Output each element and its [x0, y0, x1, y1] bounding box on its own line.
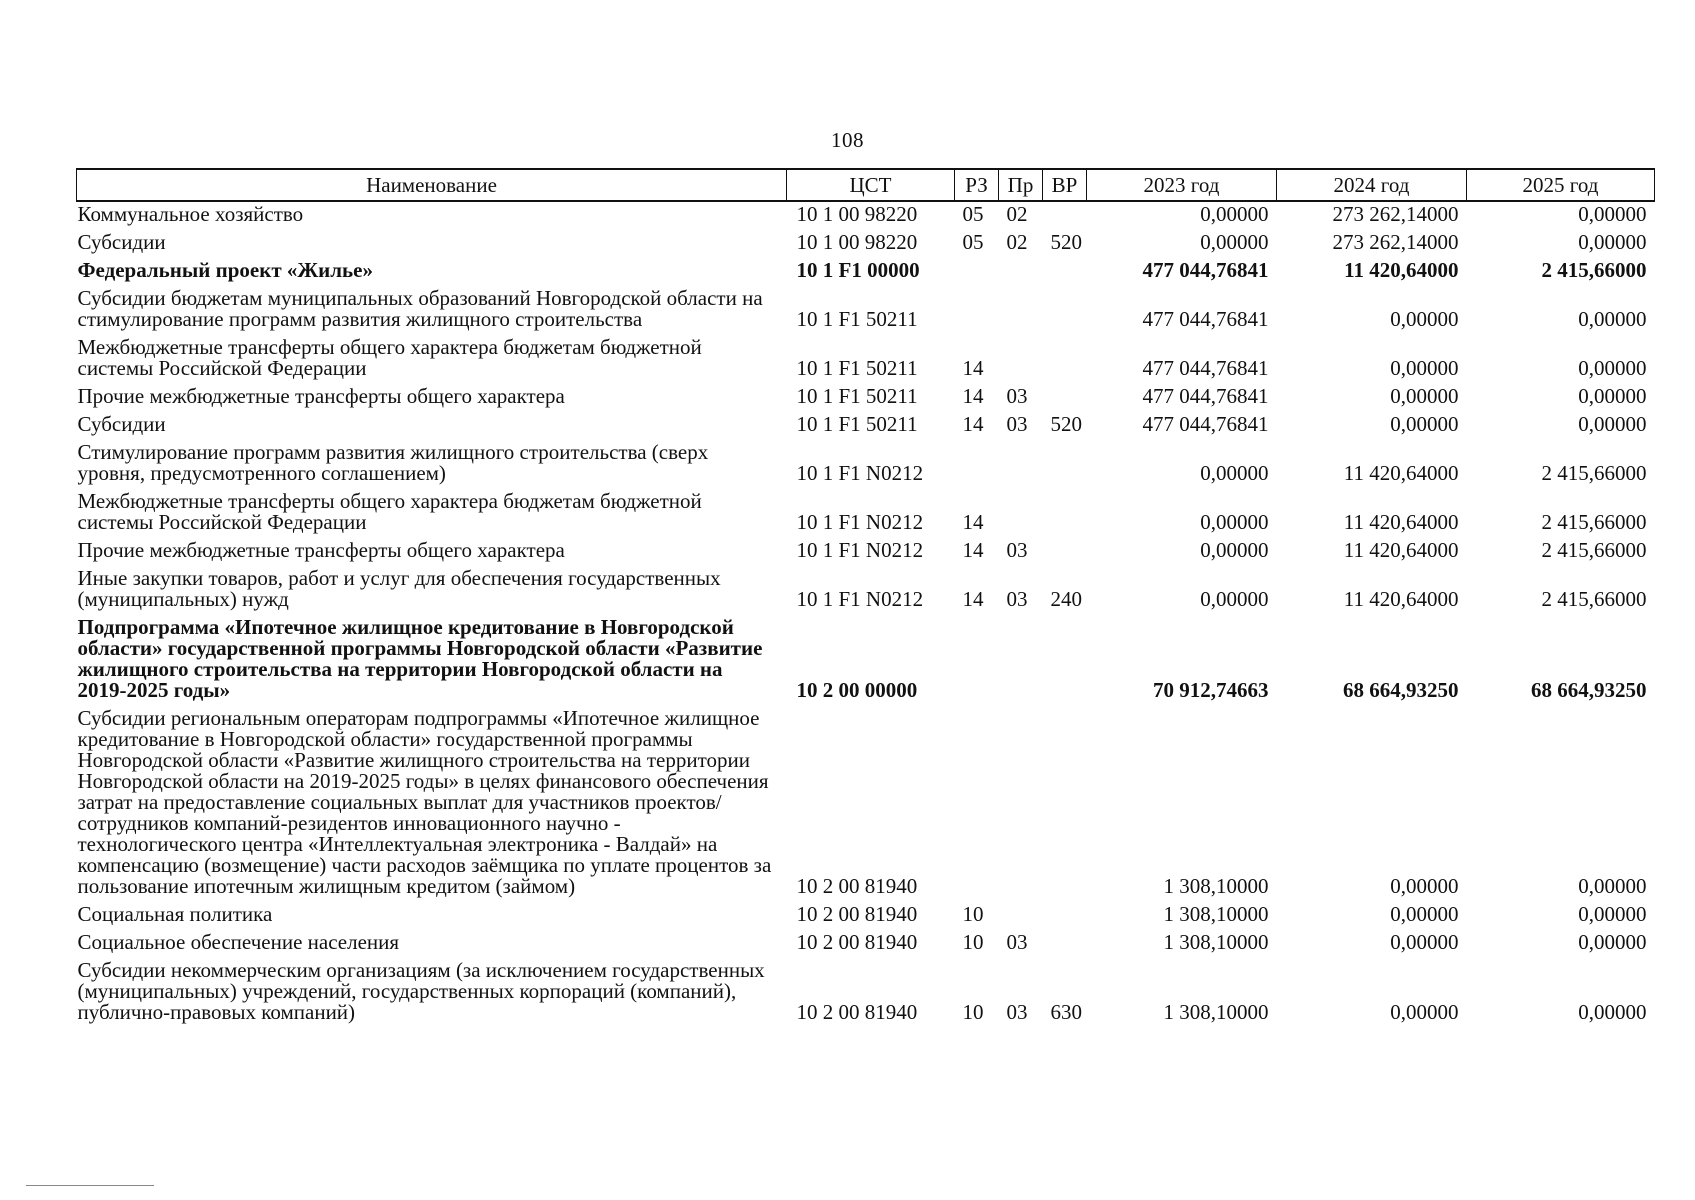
header-rz: РЗ	[955, 169, 999, 201]
cell-pr	[999, 286, 1043, 335]
table-row	[77, 902, 1655, 930]
cell-2025: 2 415,66000	[1541, 258, 1647, 282]
cell-pr	[999, 902, 1043, 930]
cell-cst: 10 1 F1 00000	[796, 258, 920, 282]
cell-2023: 477 044,76841	[1142, 258, 1269, 282]
cell-pr: 03	[1006, 412, 1028, 436]
cell-rz	[955, 258, 999, 286]
cell-2023: 1 308,10000	[1163, 902, 1269, 926]
cell-cst: 10 1 F1 N0212	[796, 510, 924, 534]
header-vr: ВР	[1043, 169, 1087, 201]
cell-vr: 240	[1050, 587, 1082, 611]
cell-vr	[1043, 706, 1087, 902]
cell-name: Федеральный проект «Жилье»	[77, 258, 373, 282]
header-pr: Пр	[999, 169, 1043, 201]
cell-rz: 14	[962, 356, 984, 380]
table-row	[77, 489, 1655, 538]
cell-2025: 0,00000	[1578, 356, 1647, 380]
cell-vr	[1043, 930, 1087, 958]
cell-pr: 03	[1006, 1000, 1028, 1024]
table-row	[77, 230, 1655, 258]
cell-2023: 477 044,76841	[1142, 356, 1269, 380]
cell-2024: 0,00000	[1390, 384, 1459, 408]
cell-cst: 10 1 F1 N0212	[796, 538, 924, 562]
header-2025: 2025 год	[1467, 169, 1655, 201]
cell-2025: 0,00000	[1578, 230, 1647, 254]
cell-pr	[999, 615, 1043, 706]
cell-name: Прочие межбюджетные трансферты общего характера	[77, 384, 565, 408]
cell-pr: 03	[1006, 538, 1028, 562]
cell-vr: 520	[1050, 412, 1082, 436]
cell-2023: 477 044,76841	[1142, 412, 1269, 436]
cell-name: Социальная политика	[77, 902, 273, 926]
cell-rz: 14	[962, 587, 984, 611]
cell-rz: 05	[962, 202, 984, 226]
cell-2023: 1 308,10000	[1163, 930, 1269, 954]
cell-2024: 273 262,14000	[1332, 202, 1459, 226]
cell-name: Субсидии	[77, 412, 166, 436]
cell-vr	[1043, 902, 1087, 930]
table-row	[77, 930, 1655, 958]
cell-2025: 2 415,66000	[1541, 510, 1647, 534]
cell-vr	[1043, 615, 1087, 706]
cell-rz: 05	[962, 230, 984, 254]
table-row	[77, 384, 1655, 412]
cell-name: Субсидии региональным операторам подпрограммы «Ипотечное жилищное кредитование в Новгородской области» государственной программы Новгородской области «Развитие жилищного строительства на территории Новгородской области на 2019-2025 годы» в целях финансового обеспечения затрат на предоставление социальных выплат для участников проектов/сотрудников компаний-резидентов инновационного научно - технологического центра «Интеллектуальная электроника - Валдай» на компенсацию (возмещение) части расходов заёмщика по уплате процентов за пользование ипотечным жилищным кредитом (займом)	[77, 706, 772, 898]
cell-pr	[999, 335, 1043, 384]
table-row	[77, 706, 1655, 902]
cell-vr	[1043, 286, 1087, 335]
cell-2024: 11 420,64000	[1343, 587, 1459, 611]
cell-cst: 10 2 00 00000	[796, 678, 918, 702]
cell-name: Межбюджетные трансферты общего характера бюджетам бюджетной системы Российской Федерации	[77, 335, 702, 380]
table-row	[77, 615, 1655, 706]
cell-cst: 10 2 00 81940	[796, 930, 918, 954]
cell-name: Прочие межбюджетные трансферты общего характера	[77, 538, 565, 562]
cell-cst: 10 1 00 98220	[796, 230, 918, 254]
cell-pr: 03	[1006, 384, 1028, 408]
cell-rz: 14	[962, 412, 984, 436]
cell-2023: 0,00000	[1200, 587, 1269, 611]
cell-cst: 10 1 F1 50211	[796, 307, 918, 331]
cell-rz: 14	[962, 384, 984, 408]
cell-name: Субсидии	[77, 230, 166, 254]
header-name: Наименование	[77, 169, 787, 201]
cell-2023: 0,00000	[1200, 461, 1269, 485]
table-header	[77, 169, 1655, 201]
table-body	[77, 201, 1655, 1028]
cell-2023: 477 044,76841	[1142, 384, 1269, 408]
cell-vr: 520	[1050, 230, 1082, 254]
cell-name: Подпрограмма «Ипотечное жилищное кредитование в Новгородской области» государственной программы Новгородской области «Развитие жилищного строительства на территории Новгородской области на 2019-2025 годы»	[77, 615, 763, 702]
cell-2024: 11 420,64000	[1343, 510, 1459, 534]
cell-cst: 10 1 F1 N0212	[796, 587, 924, 611]
cell-pr	[999, 706, 1043, 902]
cell-rz	[955, 286, 999, 335]
table-row	[77, 286, 1655, 335]
header-2023: 2023 год	[1087, 169, 1277, 201]
table-row	[77, 335, 1655, 384]
table-row	[77, 566, 1655, 615]
cell-2024: 0,00000	[1390, 356, 1459, 380]
table-row	[77, 538, 1655, 566]
cell-name: Межбюджетные трансферты общего характера бюджетам бюджетной системы Российской Федерации	[77, 489, 702, 534]
cell-vr	[1043, 440, 1087, 489]
cell-2024: 0,00000	[1390, 930, 1459, 954]
cell-2025: 2 415,66000	[1541, 587, 1647, 611]
cell-2025: 2 415,66000	[1541, 538, 1647, 562]
cell-2023: 0,00000	[1200, 538, 1269, 562]
cell-2023: 1 308,10000	[1163, 874, 1269, 898]
cell-name: Коммунальное хозяйство	[77, 202, 304, 226]
table-row	[77, 440, 1655, 489]
cell-pr	[999, 258, 1043, 286]
cell-rz	[955, 706, 999, 902]
cell-2025: 0,00000	[1578, 874, 1647, 898]
cell-2025: 68 664,93250	[1531, 678, 1647, 702]
cell-2024: 0,00000	[1390, 902, 1459, 926]
cell-2024: 11 420,64000	[1343, 538, 1459, 562]
cell-pr: 02	[1006, 202, 1028, 226]
cell-vr	[1043, 538, 1087, 566]
cell-rz	[955, 615, 999, 706]
cell-rz: 10	[962, 902, 984, 926]
cell-2025: 0,00000	[1578, 412, 1647, 436]
table-row	[77, 958, 1655, 1028]
cell-cst: 10 2 00 81940	[796, 1000, 918, 1024]
cell-2025: 0,00000	[1578, 384, 1647, 408]
cell-pr	[999, 440, 1043, 489]
cell-2024: 11 420,64000	[1343, 461, 1459, 485]
cell-2023: 0,00000	[1200, 510, 1269, 534]
cell-vr: 630	[1050, 1000, 1082, 1024]
cell-2024: 11 420,64000	[1344, 258, 1459, 282]
cell-2025: 0,00000	[1578, 1000, 1647, 1024]
page-number: 108	[831, 128, 864, 152]
header-cst: ЦСТ	[787, 169, 955, 201]
cell-2023: 0,00000	[1200, 202, 1269, 226]
cell-name: Стимулирование программ развития жилищного строительства (сверх уровня, предусмотренного соглашением)	[77, 440, 709, 485]
cell-vr	[1043, 489, 1087, 538]
cell-pr	[999, 489, 1043, 538]
cell-2025: 0,00000	[1578, 902, 1647, 926]
cell-rz	[955, 440, 999, 489]
scan-margin-line	[26, 1185, 154, 1186]
cell-2024: 0,00000	[1390, 1000, 1459, 1024]
cell-2024: 0,00000	[1390, 412, 1459, 436]
cell-rz: 10	[962, 1000, 984, 1024]
table-row	[77, 258, 1655, 286]
budget-table	[76, 168, 1655, 1028]
cell-rz: 10	[962, 930, 984, 954]
cell-2024: 0,00000	[1390, 307, 1459, 331]
cell-pr: 03	[1006, 930, 1028, 954]
cell-vr	[1043, 384, 1087, 412]
cell-2023: 1 308,10000	[1163, 1000, 1269, 1024]
cell-cst: 10 1 F1 50211	[796, 356, 918, 380]
cell-2024: 68 664,93250	[1343, 678, 1459, 702]
cell-cst: 10 2 00 81940	[796, 902, 918, 926]
header-2024: 2024 год	[1277, 169, 1467, 201]
cell-cst: 10 1 F1 50211	[796, 384, 918, 408]
cell-pr: 02	[1006, 230, 1028, 254]
cell-vr	[1043, 201, 1087, 230]
table-row	[77, 201, 1655, 230]
cell-cst: 10 1 F1 50211	[796, 412, 918, 436]
cell-2023: 70 912,74663	[1153, 678, 1269, 702]
cell-vr	[1043, 258, 1087, 286]
cell-2023: 0,00000	[1200, 230, 1269, 254]
cell-2025: 0,00000	[1578, 930, 1647, 954]
cell-2025: 0,00000	[1578, 202, 1647, 226]
cell-pr: 03	[1006, 587, 1028, 611]
cell-name: Субсидии некоммерческим организациям (за исключением государственных (муниципальных) учреждений, государственных корпораций (компаний), публично-правовых компаний)	[77, 958, 765, 1024]
cell-2025: 2 415,66000	[1541, 461, 1647, 485]
table-row	[77, 412, 1655, 440]
cell-2025: 0,00000	[1578, 307, 1647, 331]
cell-cst: 10 2 00 81940	[796, 874, 918, 898]
cell-vr	[1043, 335, 1087, 384]
cell-name: Социальное обеспечение населения	[77, 930, 400, 954]
cell-2023: 477 044,76841	[1142, 307, 1269, 331]
cell-rz: 14	[962, 510, 984, 534]
cell-2024: 273 262,14000	[1332, 230, 1459, 254]
cell-cst: 10 1 00 98220	[796, 202, 918, 226]
cell-name: Субсидии бюджетам муниципальных образований Новгородской области на стимулирование программ развития жилищного строительства	[77, 286, 763, 331]
cell-2024: 0,00000	[1390, 874, 1459, 898]
cell-cst: 10 1 F1 N0212	[796, 461, 924, 485]
cell-name: Иные закупки товаров, работ и услуг для обеспечения государственных (муниципальных) нужд	[77, 566, 721, 611]
cell-rz: 14	[962, 538, 984, 562]
